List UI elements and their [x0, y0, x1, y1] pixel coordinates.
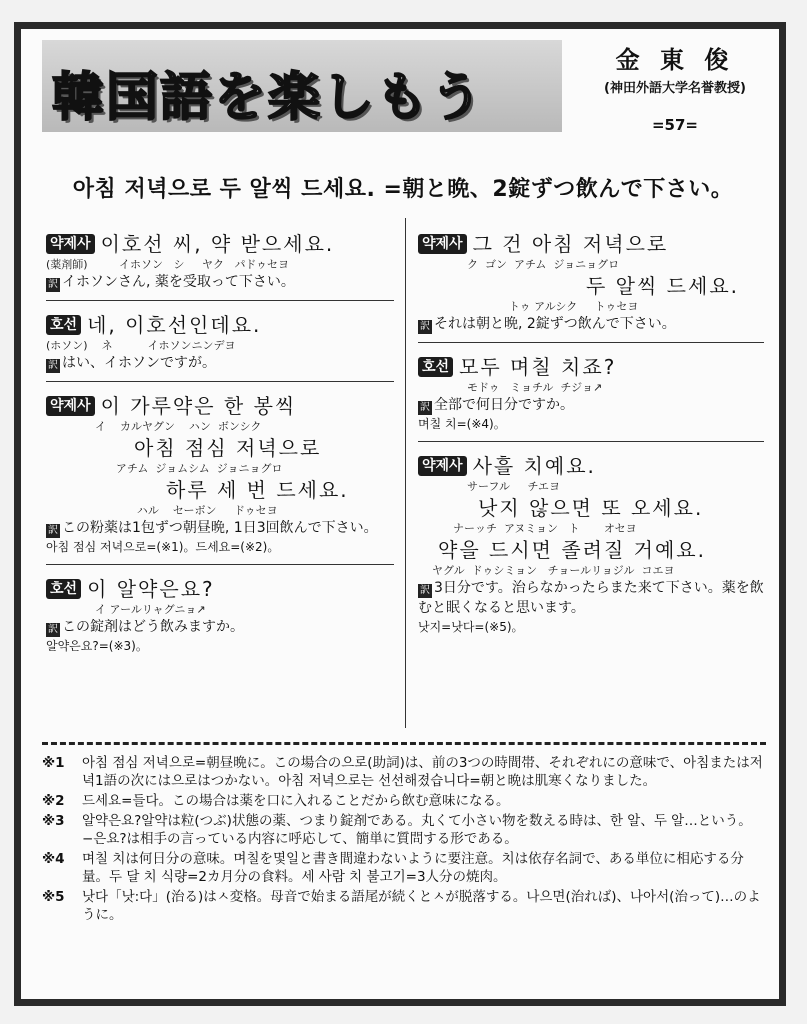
speaker-badge: 약제사: [46, 234, 95, 254]
author-name: 金 東 俊: [615, 46, 735, 74]
dialogue-line: [418, 230, 764, 258]
note-text: 드세요=들다。この場合は薬を口に入れることだから飲む意味になる。: [82, 793, 510, 809]
kana-reading: モドゥ ミョチル チジョ↗: [418, 381, 603, 394]
translation: [46, 518, 394, 538]
speaker-badge: 약제사: [418, 456, 467, 476]
dialogue-line: [46, 311, 394, 339]
headline: 아침 저녁으로 두 알씩 드세요. =朝と晩、2錠ずつ飲んで下さい。: [72, 177, 734, 202]
page-title: 韓国語を楽しもう: [52, 67, 485, 128]
translation: [46, 617, 394, 637]
dialogue-block: [46, 309, 394, 382]
speaker-badge: 호선: [418, 357, 453, 377]
note-number: ※4: [42, 851, 65, 867]
kana-reading: サーフル チエヨ: [418, 480, 561, 493]
translation-text: はい、イホソンですが。: [62, 355, 216, 371]
note-row: [42, 792, 766, 810]
korean-line: 아침 점심 저녁으로: [134, 436, 322, 460]
translation-mark-icon: 訳: [48, 525, 58, 536]
dialogue-line: [46, 392, 394, 420]
translation: [418, 314, 764, 334]
note-number: ※5: [42, 889, 65, 905]
translation-text: この錠剤はどう飲みますか。: [62, 619, 244, 635]
kana-reading: ク ゴン アチム ジョニョグロ: [418, 258, 620, 271]
reference-note: 아침 점심 저녁으로=(※1)。드세요=(※2)。: [46, 540, 280, 554]
note-row: [42, 888, 766, 924]
kana-reading: ハル セーボン ドゥセヨ: [46, 504, 278, 517]
speaker-badge: 호선: [46, 579, 81, 599]
korean-line: 하루 세 번 드세요.: [166, 478, 349, 502]
dialogue-left-column: [46, 228, 394, 671]
kana-reading: イ カルヤグン ハン ボンシク: [46, 420, 262, 433]
translation-text: イホソンさん, 薬を受取って下さい。: [62, 274, 295, 290]
dialogue-block: [46, 573, 394, 663]
translation-mark-icon: 訳: [420, 585, 430, 596]
note-text: 아침 점심 저녁으로=朝昼晩に。この場合の으로(助詞)は、前の3つの時間帯、それぞれにの意味で、아침または저녁1語の次には으로はつかない。아침 저녁으로는 선선해졌습니다=朝と晩は肌寒くなりました。: [82, 755, 763, 789]
translation-text: 3日分です。治らなかったらまた来て下さい。薬を飲むと眠くなると思います。: [418, 580, 764, 616]
speaker-badge: 호선: [46, 315, 81, 335]
note-text: 낫다「낫:다」(治る)はㅅ変格。母音で始まる語尾が続くとㅅが脱落する。나으면(治れば)、나아서(治って)…のように。: [82, 889, 761, 923]
korean-line: 이호선 씨, 약 받으세요.: [100, 232, 335, 256]
korean-line: 사흘 치예요.: [472, 454, 596, 478]
dialogue-line: [46, 230, 394, 258]
translation-mark-icon: 訳: [48, 624, 58, 635]
dialogue-block: [418, 228, 764, 343]
translation: [418, 578, 764, 618]
column-divider: [405, 218, 406, 728]
dialogue-line: [418, 452, 764, 480]
author-block: [590, 40, 760, 134]
kana-reading: ヤグル ドゥシミョン チョールリョジル コエヨ: [418, 564, 675, 577]
kana-reading: (薬剤師) イホソン シ ヤク パドゥセヨ: [46, 258, 290, 271]
reference-note: 알약은요?=(※3)。: [46, 639, 148, 653]
speaker-badge: 약제사: [46, 396, 95, 416]
korean-line: 낫지 않으면 또 오세요.: [478, 496, 704, 520]
note-number: ※3: [42, 813, 65, 829]
korean-line: 약을 드시면 졸려질 거예요.: [438, 538, 706, 562]
note-number: ※2: [42, 793, 65, 809]
translation-text: それは朝と晩, 2錠ずつ飲んで下さい。: [434, 316, 676, 332]
translation: [46, 353, 394, 373]
korean-line: 모두 며칠 치죠?: [459, 355, 617, 379]
translation-mark-icon: 訳: [48, 360, 58, 371]
note-number: ※1: [42, 755, 65, 771]
kana-reading: ナーッチ アヌミョン ト オセヨ: [418, 522, 637, 535]
korean-line: 네, 이호선인데요.: [87, 313, 262, 337]
dialogue-block: [418, 351, 764, 442]
dialogue-line: [418, 353, 764, 381]
notes-section: [42, 754, 766, 926]
dialogue-line: [46, 575, 394, 603]
translation-text: この粉薬は1包ずつ朝昼晩, 1日3回飲んで下さい。: [62, 520, 378, 536]
kana-reading: (ホソン) ネ イホソンニンデヨ: [46, 339, 236, 352]
note-row: [42, 850, 766, 886]
note-row: [42, 754, 766, 790]
kana-reading: イ アールリャグニョ↗: [46, 603, 206, 616]
issue-number: =57=: [651, 116, 698, 134]
dialogue-block: [46, 228, 394, 301]
reference-note: 낫지=낫다=(※5)。: [418, 620, 524, 634]
korean-line: 그 건 아침 저녁으로: [472, 232, 669, 256]
section-divider: [42, 742, 766, 745]
note-text: 알약은요?알약は粒(つぶ)状態の薬、つまり錠剤である。丸くて小さい物を数える時は、한 알、두 알…という。−은요?は相手の言っている内容に呼応して、簡単に質問する形である。: [82, 813, 752, 847]
translation-mark-icon: 訳: [420, 402, 430, 413]
korean-line: 이 알약은요?: [87, 577, 215, 601]
translation: [418, 395, 764, 415]
korean-line: 두 알씩 드세요.: [586, 274, 739, 298]
note-text: 며칠 치は何日分の意味。며칠を몇일と書き間違わないように要注意。치は依存名詞で、ある単位に相応する分量。두 달 치 식량=2カ月分の食料。세 사람 치 불고기=3人分の焼肉。: [82, 851, 744, 885]
translation: [46, 272, 394, 292]
translation-mark-icon: 訳: [420, 321, 430, 332]
dialogue-right-column: [418, 228, 764, 652]
reference-note: 며칠 치=(※4)。: [418, 417, 506, 431]
kana-reading: アチム ジョムシム ジョニョグロ: [46, 462, 283, 475]
note-row: [42, 812, 766, 848]
kana-reading: トゥ アルシク トゥセヨ: [418, 300, 639, 313]
dialogue-block: [46, 390, 394, 565]
author-affiliation: (神田外語大学名誉教授): [604, 81, 746, 96]
translation-text: 全部で何日分ですか。: [434, 397, 574, 413]
korean-line: 이 가루약은 한 봉씩: [100, 394, 297, 418]
dialogue-block: [418, 450, 764, 644]
translation-mark-icon: 訳: [48, 279, 58, 290]
speaker-badge: 약제사: [418, 234, 467, 254]
